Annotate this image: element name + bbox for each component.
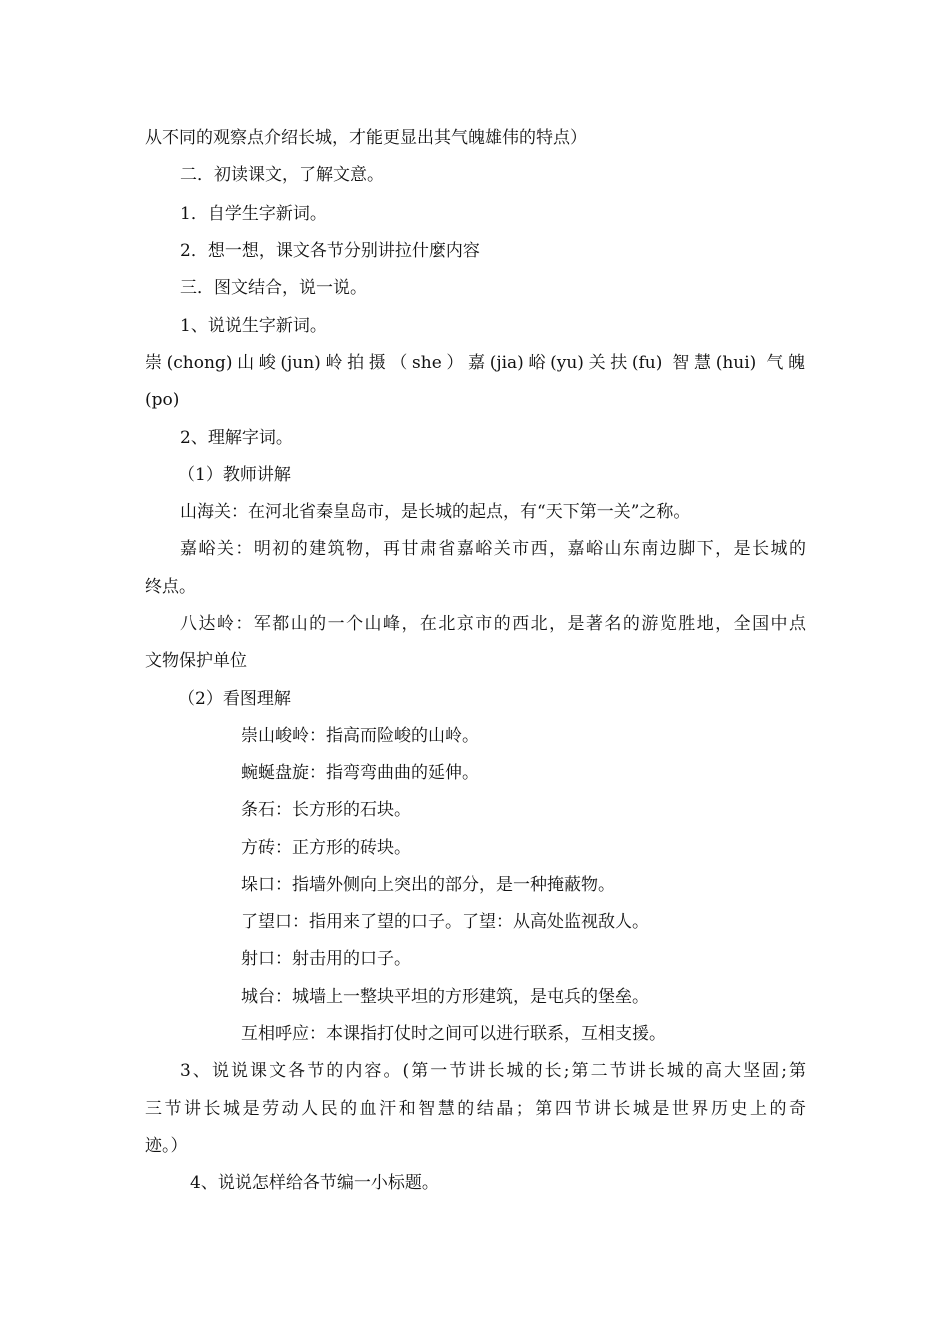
definition-line: 终点。 [145,577,196,597]
definition-line: 山海关：在河北省秦皇岛市，是长城的起点，有“天下第一关”之称。 [180,502,691,522]
term-definition: 城台：城墙上一整块平坦的方形建筑，是屯兵的堡垒。 [241,987,649,1007]
term-definition: 崇山峻岭：指高而险峻的山岭。 [241,726,479,746]
paragraph-line: 三节讲长城是劳动人民的血汗和智慧的结晶；第四节讲长城是世界历史上的奇 [145,1099,806,1119]
paragraph-line: 1、说说生字新词。 [180,316,327,336]
subheading: （1）教师讲解 [178,465,291,485]
term-definition: 蜿蜒盘旋：指弯弯曲曲的延伸。 [241,763,479,783]
paragraph-line: 4、说说怎样给各节编一小标题。 [190,1173,439,1193]
term-definition: 方砖：正方形的砖块。 [241,838,411,858]
paragraph-line: 2、理解字词。 [180,428,293,448]
term-definition: 垛口：指墙外侧向上突出的部分，是一种掩蔽物。 [241,875,615,895]
term-definition: 射口：射击用的口子。 [241,949,411,969]
term-definition: 条石：长方形的石块。 [241,800,411,820]
vocab-pinyin-line: 崇(chong)山峻(jun)岭拍摄（she）嘉(jia)峪(yu)关扶(fu) 智慧(hui) 气魄 [145,353,805,373]
paragraph-line: 迹。） [145,1136,188,1156]
section-heading: 二．初读课文，了解文意。 [180,165,384,185]
paragraph-line: 2．想一想，课文各节分别讲拉什麼内容 [180,241,480,261]
section-heading: 三．图文结合，说一说。 [180,278,367,298]
paragraph-line: 从不同的观察点介绍长城，才能更显出其气魄雄伟的特点） [145,128,587,148]
vocab-pinyin-line: (po) [145,390,180,410]
term-definition: 了望口：指用来了望的口子。了望：从高处监视敌人。 [241,912,649,932]
subheading: （2）看图理解 [178,689,291,709]
paragraph-line: 1．自学生字新词。 [180,204,327,224]
definition-line: 八达岭：军都山的一个山峰，在北京市的西北，是著名的游览胜地，全国中点 [180,614,806,634]
definition-line: 文物保护单位 [145,651,247,671]
term-definition: 互相呼应：本课指打仗时之间可以进行联系，互相支援。 [241,1024,666,1044]
paragraph-line: 3、说说课文各节的内容。(第一节讲长城的长;第二节讲长城的高大坚固;第 [180,1061,806,1081]
definition-line: 嘉峪关：明初的建筑物，再甘肃省嘉峪关市西，嘉峪山东南边脚下，是长城的 [180,539,806,559]
